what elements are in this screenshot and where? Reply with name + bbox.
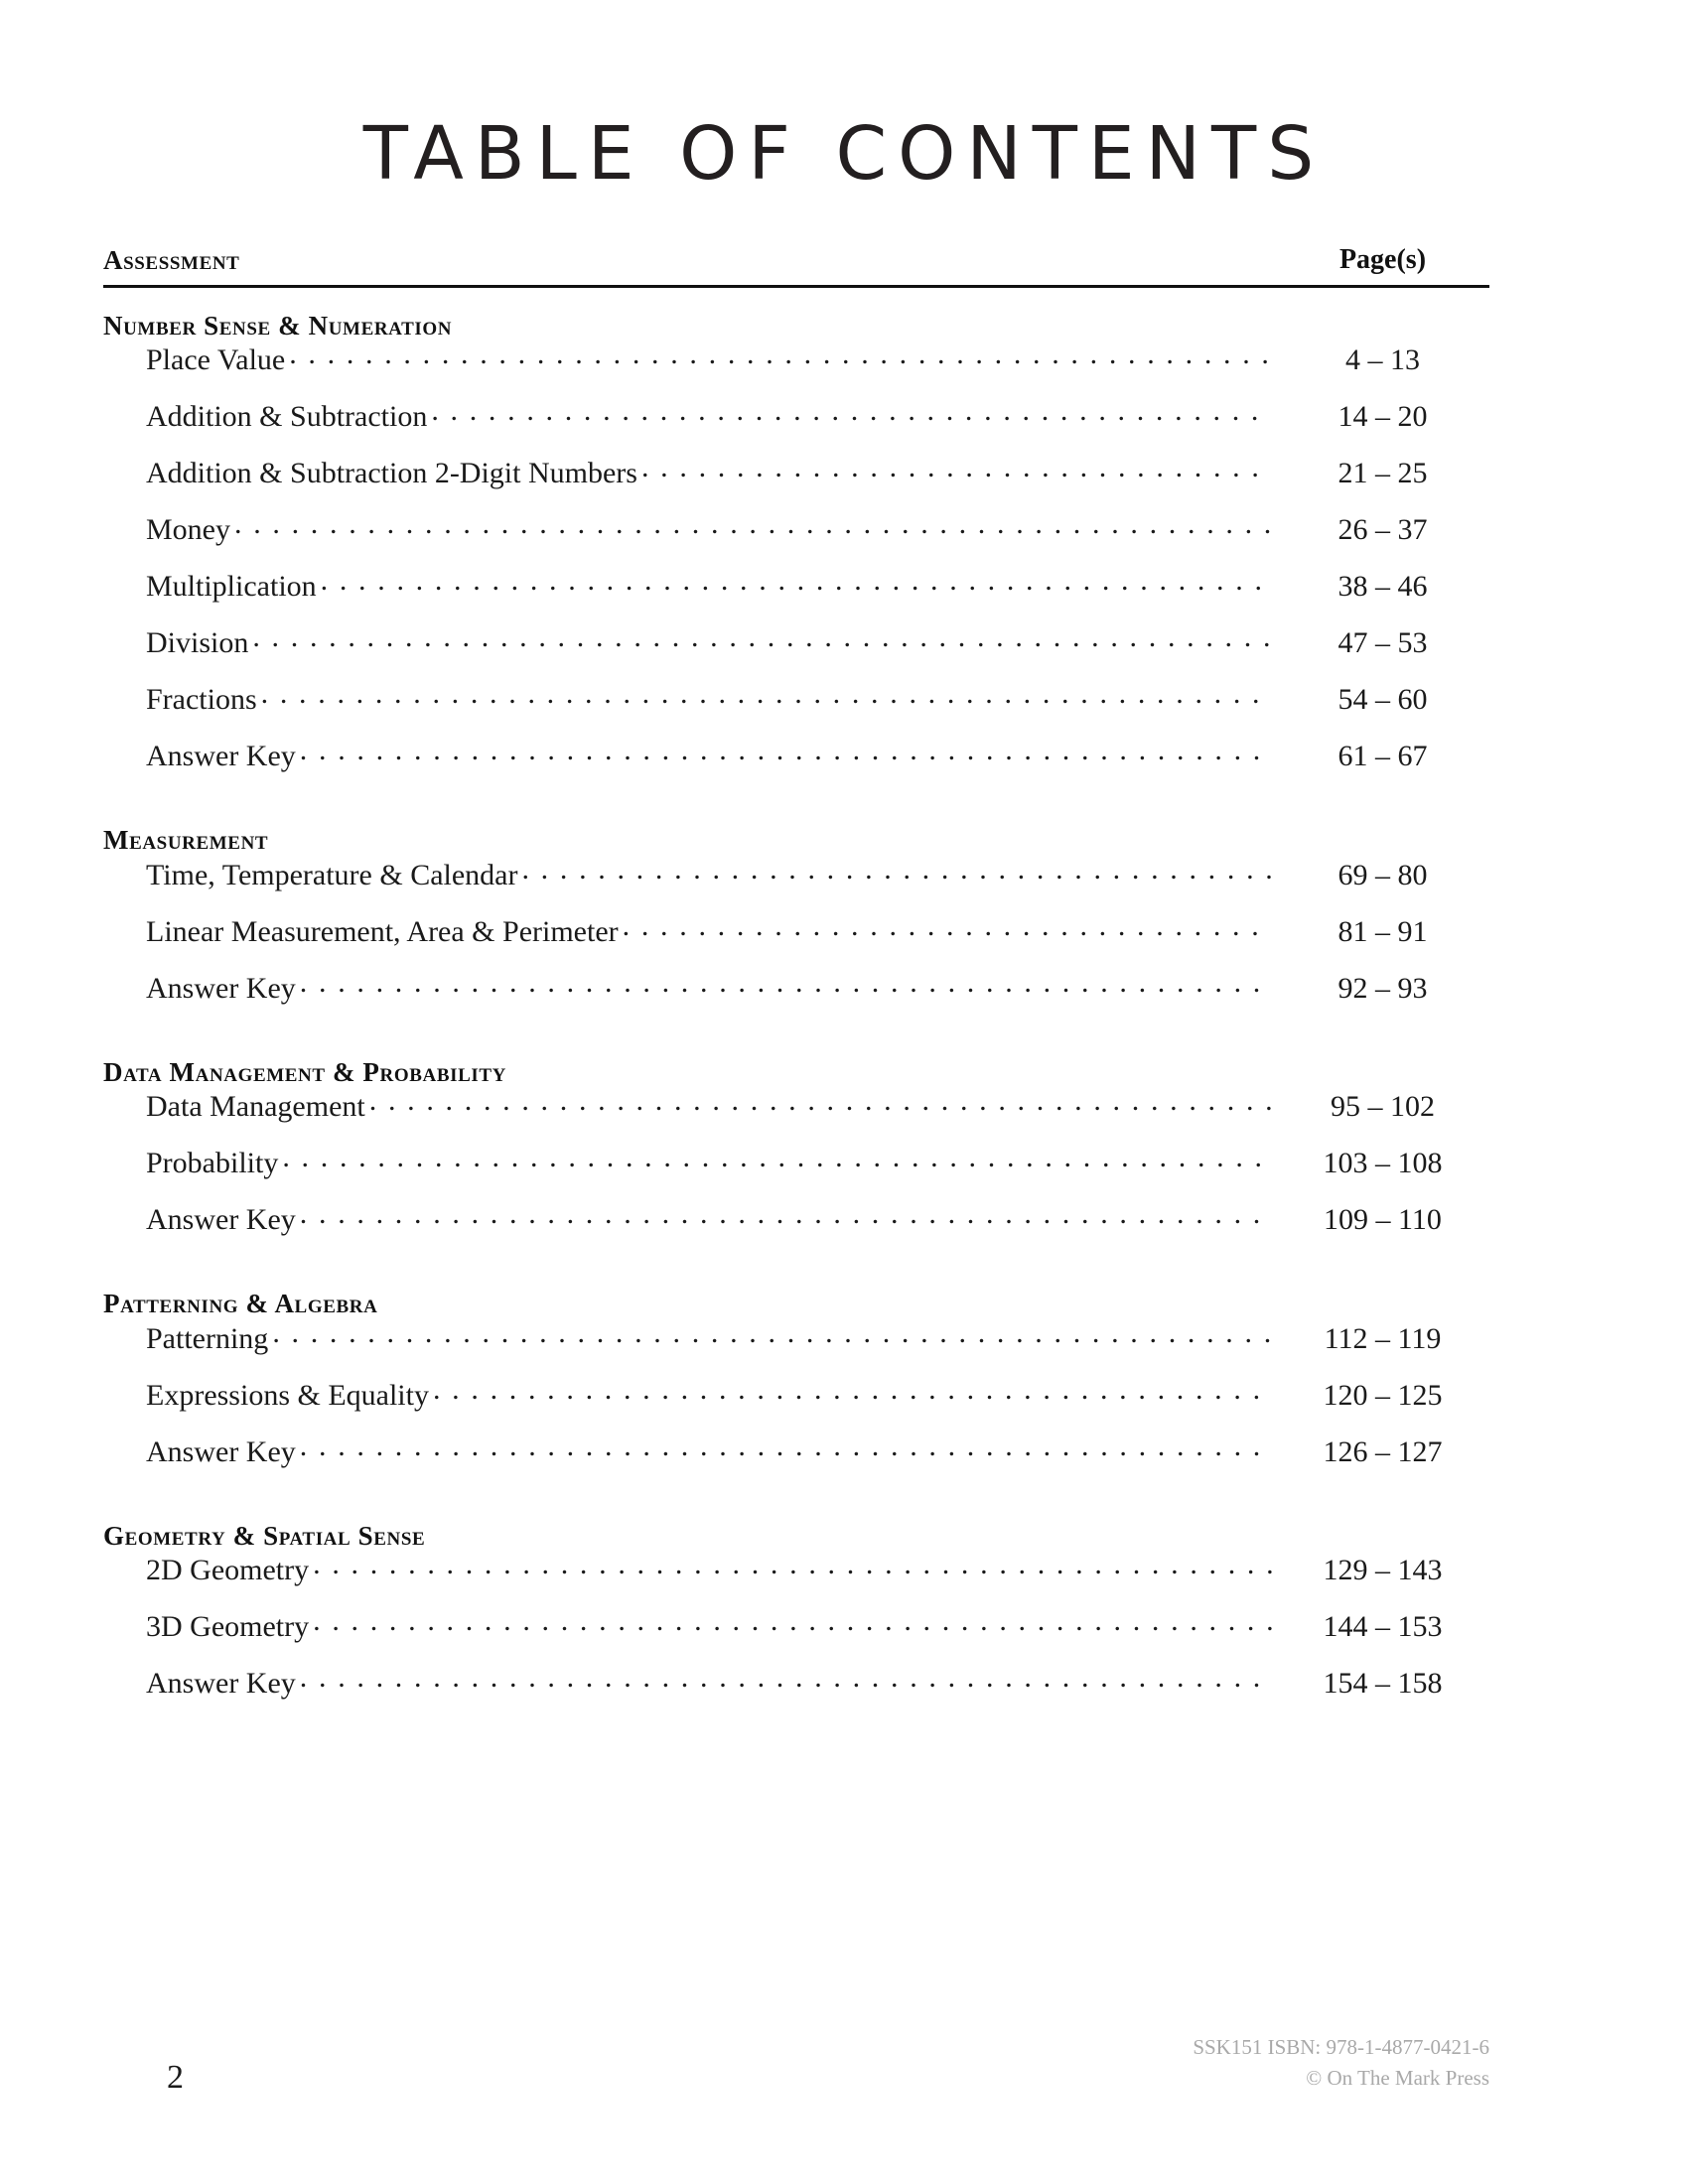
- dot-leader: [300, 1445, 1272, 1461]
- toc-entry-label: Data Management: [146, 1090, 365, 1124]
- toc-entry-label: Place Value: [146, 343, 286, 377]
- toc-entry-label: Patterning: [146, 1321, 269, 1355]
- toc-entry-pages: 69 – 80: [1337, 858, 1428, 891]
- toc-entry-label: Answer Key: [146, 1203, 296, 1237]
- dot-leader: [300, 982, 1272, 998]
- toc-entry[interactable]: [103, 742, 1489, 798]
- section-heading: Patterning & Algebra: [103, 1289, 378, 1319]
- toc-section: [103, 310, 1489, 798]
- toc-entry-pages: 154 – 158: [1323, 1666, 1443, 1700]
- toc-entry-label: Answer Key: [146, 740, 296, 773]
- toc-sections: [103, 310, 1489, 1725]
- section-heading: Number Sense & Numeration: [103, 311, 453, 341]
- toc-entry[interactable]: [103, 402, 1489, 459]
- toc-entry-pages: 61 – 67: [1337, 740, 1428, 773]
- toc-entry[interactable]: [103, 914, 1489, 974]
- column-header-assessment: Assessment: [103, 245, 240, 275]
- toc-entry-pages: 129 – 143: [1323, 1553, 1443, 1586]
- dot-leader: [431, 410, 1272, 426]
- toc-entry-label: Probability: [146, 1147, 279, 1180]
- toc-entry[interactable]: [103, 1149, 1489, 1205]
- footer-credit: [1193, 2032, 1489, 2093]
- footer-copyright: © On The Mark Press: [1306, 2065, 1489, 2090]
- toc-entry-pages: 81 – 91: [1337, 914, 1428, 948]
- toc-entry-label: Fractions: [146, 683, 257, 717]
- toc-entry[interactable]: [103, 685, 1489, 742]
- dot-leader: [272, 1332, 1272, 1348]
- toc-entry-label: 3D Geometry: [146, 1609, 310, 1643]
- toc-entry-pages: 47 – 53: [1337, 626, 1428, 660]
- section-heading: Geometry & Spatial Sense: [103, 1520, 426, 1551]
- toc-entry-label: Multiplication: [146, 570, 317, 604]
- dot-leader: [252, 636, 1272, 652]
- toc-entry-label: Time, Temperature & Calendar: [146, 858, 518, 891]
- toc-entry-label: Answer Key: [146, 1434, 296, 1468]
- toc-entry[interactable]: [103, 971, 1489, 1030]
- dot-leader: [261, 693, 1272, 709]
- toc-entry[interactable]: [103, 1205, 1489, 1262]
- page-title: TABLE OF CONTENTS: [362, 111, 1326, 197]
- toc-entry-pages: 21 – 25: [1337, 457, 1428, 490]
- toc-section: [103, 1288, 1489, 1493]
- dot-leader: [313, 1620, 1272, 1636]
- toc-entry-pages: 109 – 110: [1324, 1203, 1442, 1237]
- toc-entry[interactable]: [103, 459, 1489, 515]
- toc-entry[interactable]: [103, 515, 1489, 572]
- toc-entry-pages: 92 – 93: [1337, 971, 1428, 1005]
- toc-entry-pages: 26 – 37: [1337, 513, 1428, 547]
- toc-entry[interactable]: [103, 628, 1489, 685]
- toc-entry-pages: 38 – 46: [1337, 570, 1428, 604]
- toc-entry-label: Answer Key: [146, 1666, 296, 1700]
- toc-entry[interactable]: [103, 1378, 1489, 1437]
- dot-leader: [300, 750, 1272, 765]
- dot-leader: [623, 925, 1272, 941]
- toc-entry-pages: 126 – 127: [1323, 1434, 1443, 1468]
- toc-column-header: [103, 244, 1489, 288]
- toc-entry-pages: 103 – 108: [1323, 1147, 1443, 1180]
- toc-entry-label: Division: [146, 626, 249, 660]
- toc-entry-label: Addition & Subtraction: [146, 400, 428, 434]
- toc-section: [103, 1520, 1489, 1725]
- section-heading: Data Management & Probability: [103, 1056, 506, 1087]
- toc-entry[interactable]: [103, 1434, 1489, 1494]
- toc-entry[interactable]: [103, 345, 1489, 402]
- dot-leader: [300, 1213, 1272, 1229]
- dot-leader: [641, 467, 1272, 482]
- toc-entry-pages: 144 – 153: [1323, 1609, 1443, 1643]
- toc-entry[interactable]: [103, 1666, 1489, 1725]
- dot-leader: [282, 1157, 1272, 1172]
- toc-section: [103, 1056, 1489, 1262]
- toc-entry-label: Answer Key: [146, 971, 296, 1005]
- dot-leader: [289, 353, 1272, 369]
- page-number: 2: [167, 2059, 184, 2096]
- dot-leader: [433, 1389, 1272, 1405]
- dot-leader: [521, 869, 1272, 885]
- toc-entry[interactable]: [103, 1609, 1489, 1669]
- dot-leader: [313, 1564, 1272, 1579]
- toc-entry-label: Linear Measurement, Area & Perimeter: [146, 914, 619, 948]
- toc-entry-pages: 120 – 125: [1323, 1378, 1443, 1412]
- column-header-pages: Page(s): [1338, 244, 1427, 275]
- toc-entry-label: Money: [146, 513, 230, 547]
- toc-entry-label: Addition & Subtraction 2-Digit Numbers: [146, 457, 637, 490]
- dot-leader: [321, 580, 1272, 596]
- toc-entry-pages: 14 – 20: [1337, 400, 1428, 434]
- toc-entry-pages: 54 – 60: [1337, 683, 1428, 717]
- toc-entry-label: 2D Geometry: [146, 1553, 310, 1586]
- toc-entry-label: Expressions & Equality: [146, 1378, 429, 1412]
- section-heading: Measurement: [103, 825, 269, 856]
- toc-entry[interactable]: [103, 1321, 1489, 1381]
- toc-content: [103, 244, 1489, 1725]
- toc-entry-pages: 95 – 102: [1331, 1090, 1435, 1124]
- toc-entry[interactable]: [103, 1553, 1489, 1612]
- footer-isbn: SSK151 ISBN: 978-1-4877-0421-6: [1193, 2035, 1489, 2060]
- dot-leader: [369, 1100, 1272, 1116]
- dot-leader: [300, 1677, 1272, 1693]
- toc-section: [103, 824, 1489, 1029]
- toc-entry[interactable]: [103, 858, 1489, 917]
- toc-entry-pages: 4 – 13: [1345, 343, 1420, 377]
- dot-leader: [234, 523, 1272, 539]
- toc-entry[interactable]: [103, 1092, 1489, 1149]
- toc-entry-pages: 112 – 119: [1324, 1321, 1442, 1355]
- toc-entry[interactable]: [103, 572, 1489, 628]
